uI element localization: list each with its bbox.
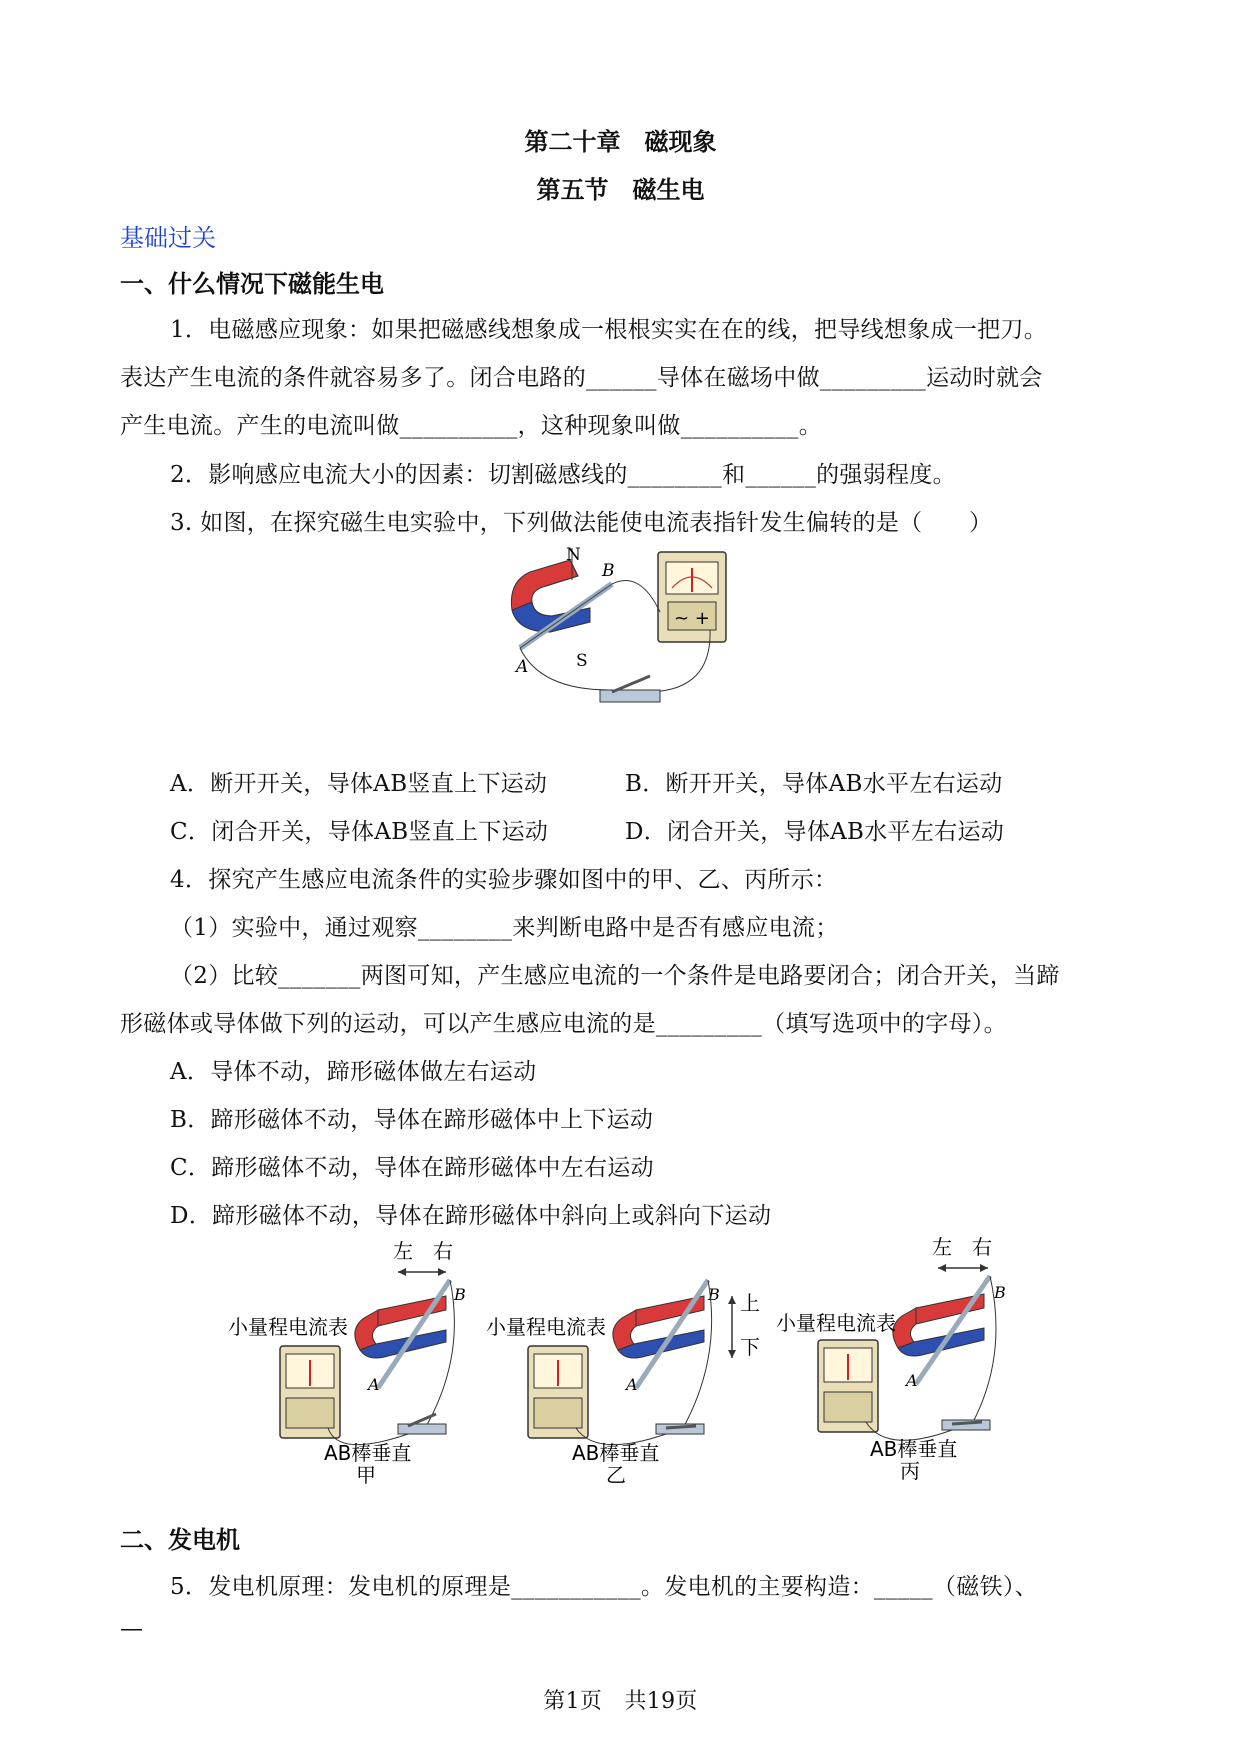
q1-line1: 1．电磁感应现象：如果把磁感线想象成一根根实实在在的线，把导线想象成一把刀。: [170, 317, 1048, 343]
q4-yi-meter-label: 小量程电流表: [486, 1315, 606, 1339]
q2-text: 2．影响感应电流大小的因素：切割磁感线的________和______的强弱程度。: [170, 462, 956, 488]
q4-text: 4．探究产生感应电流条件的实验步骤如图中的甲、乙、丙所示：: [170, 867, 838, 893]
q4-sub2-line2: 形磁体或导体做下列的运动，可以产生感应电流的是_________（填写选项中的字母）。: [120, 1011, 1007, 1037]
q4-jia-meter-label: 小量程电流表: [228, 1315, 348, 1339]
q3-label-a: A: [516, 657, 529, 677]
section-title: 第五节 磁生电: [536, 176, 705, 204]
q3-experiment-figure: [500, 540, 740, 720]
q5-text: 5．发电机原理：发电机的原理是___________。发电机的主要构造：_____（磁铁）、: [170, 1574, 1038, 1600]
q4-bing-dir: 左 右: [932, 1235, 992, 1259]
q4-yi-dir-up: 上: [740, 1291, 760, 1315]
q4-jia-label-b: B: [454, 1285, 466, 1304]
q3-option-d: D．闭合开关，导体AB水平左右运动: [625, 819, 1005, 845]
q5-continuation: —: [120, 1616, 144, 1642]
part1-heading: 一、什么情况下磁能生电: [120, 270, 384, 298]
q4-bing-label-b: B: [994, 1283, 1006, 1302]
q4-bing-label-a: A: [906, 1371, 918, 1390]
q3-label-n: N: [566, 545, 581, 565]
q3-option-c: C．闭合开关，导体AB竖直上下运动: [170, 819, 549, 845]
q3-label-s: S: [576, 651, 588, 671]
q4-bing-caption: 丙: [900, 1459, 920, 1483]
q4-option-c: C．蹄形磁体不动，导体在蹄形磁体中左右运动: [170, 1155, 654, 1181]
q4-figure-yi: [486, 1238, 766, 1487]
part2-heading: 二、发电机: [120, 1526, 240, 1554]
q4-option-a: A．导体不动，蹄形磁体做左右运动: [170, 1059, 537, 1085]
q1-line3: 产生电流。产生的电流叫做__________，这种现象叫做__________。: [120, 413, 822, 439]
q3-option-b: B．断开开关，导体AB水平左右运动: [625, 771, 1003, 797]
q4-yi-rod-note: AB棒垂直: [572, 1441, 660, 1465]
q4-yi-dir-down: 下: [740, 1335, 760, 1359]
q4-bing-rod-note: AB棒垂直: [870, 1437, 958, 1461]
q4-jia-dir: 左 右: [393, 1239, 453, 1263]
basic-label: 基础过关: [120, 224, 216, 252]
q4-jia-rod-note: AB棒垂直: [324, 1441, 412, 1465]
svg-text:~ +: ~ +: [674, 608, 710, 629]
q4-sub2-line1: （2）比较_______两图可知，产生感应电流的一个条件是电路要闭合；闭合开关，当蹄: [170, 963, 1060, 989]
q4-figure-bing: [776, 1235, 1026, 1483]
q4-sub1: （1）实验中，通过观察________来判断电路中是否有感应电流；: [170, 915, 839, 941]
q4-option-b: B．蹄形磁体不动，导体在蹄形磁体中上下运动: [170, 1107, 654, 1133]
q3-label-b: B: [602, 561, 615, 581]
q4-bing-meter-label: 小量程电流表: [776, 1311, 896, 1335]
q4-jia-caption: 甲: [356, 1463, 376, 1487]
q4-yi-label-a: A: [626, 1375, 638, 1394]
q1-line2: 表达产生电流的条件就容易多了。闭合电路的______导体在磁场中做_________运动时就会: [120, 365, 1043, 391]
q3-option-a: A．断开开关，导体AB竖直上下运动: [170, 771, 548, 797]
q4-option-d: D．蹄形磁体不动，导体在蹄形磁体中斜向上或斜向下运动: [170, 1203, 772, 1229]
q4-yi-caption: 乙: [606, 1463, 626, 1487]
q4-figure-jia: [228, 1238, 478, 1487]
q4-jia-label-a: A: [368, 1375, 380, 1394]
q4-yi-label-b: B: [708, 1285, 720, 1304]
q3-text: 3. 如图，在探究磁生电实验中，下列做法能使电流表指针发生偏转的是（ ）: [170, 510, 993, 536]
chapter-title: 第二十章 磁现象: [524, 128, 717, 156]
page-footer: 第1页 共19页: [543, 1689, 698, 1714]
